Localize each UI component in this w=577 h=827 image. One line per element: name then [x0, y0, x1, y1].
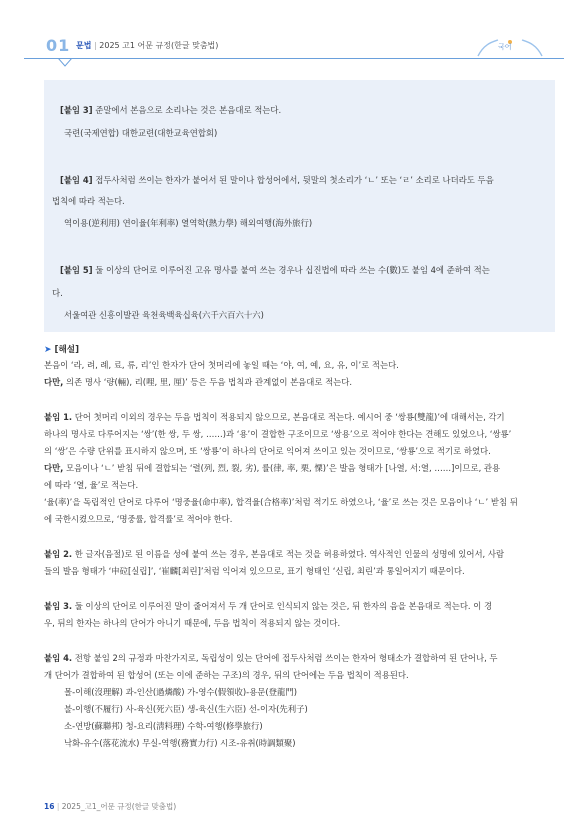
note-1-line: 다만, 모음이나 ‘ㄴ’ 받침 뒤에 결합되는 ‘렬(列, 烈, 裂, 劣), 률(律, 率, 栗, 慄)’은 발음 형태가 [나열, 서:열, ……]이므로, 관용	[44, 463, 501, 473]
note-2-line: 들의 발음 형태가 ‘申砬[실립]’, ‘崔麟[최린]’처럼 익어져 있으므로, 표기 형태인 ‘신립, 최린’과 통일어지기 때문이다.	[44, 566, 465, 576]
rule-4-cont: 법칙에 따라 적는다.	[52, 196, 125, 206]
note-4-example: 불-이행(不履行) 사-육신(死六臣) 생-육신(生六臣) 선-이자(先利子)	[64, 704, 308, 714]
note-1-line: 하나의 명사로 다루어지는 ‘쌍’(한 쌍, 두 쌍, ……)과 ‘용’이 결합한 구조이므로 ‘쌍용’으로 적어야 한다는 견해도 있었으나, ‘쌍룡’	[44, 429, 512, 439]
page-footer: 16 | 2025_고1_어문 규정(한글 맞춤법)	[44, 802, 177, 811]
page-header	[0, 0, 577, 60]
note-3: 붙임 3. 둘 이상의 단어로 이루어진 말이 줄어져서 두 개 단어로 인식되지 않는 것은, 뒤 한자의 음을 본음대로 적는다. 이 경	[44, 601, 493, 611]
triangle-bullet-icon: ➤	[44, 345, 52, 355]
note-1-line: 에 국한시켰으므로, ‘명중률, 합격률’로 적어야 한다.	[44, 514, 233, 524]
note-4: 붙임 4. 전항 붙임 2의 규정과 마찬가지로, 독립성이 있는 단어에 접두사처럼 쓰이는 한자어 형태소가 결합하여 된 단어나, 두	[44, 653, 498, 663]
note-4-example: 낙화-유수(落花流水) 무실-역행(務實力行) 시조-유취(時調類聚)	[64, 738, 296, 748]
note-4-example: 소-연방(蘇聯邦) 청-요리(淸料理) 수학-여행(修學旅行)	[64, 721, 263, 731]
note-4-example: 몰-이해(沒理解) 과-인산(過燐酸) 가-영수(假領收)-용문(登龍門)	[64, 687, 298, 697]
header-notch-icon	[58, 58, 72, 68]
rule-3: [붙임 3] 준말에서 본음으로 소리나는 것은 본음대로 적는다.	[60, 105, 282, 115]
note-1-line: 에 따라 ‘열, 율’로 적는다.	[44, 480, 139, 490]
explanation-line: 본음이 ‘라, 려, 례, 료, 류, 리’인 한자가 단어 첫머리에 놓일 때는 ‘야, 여, 예, 요, 유, 이’로 적는다.	[44, 360, 399, 370]
rule-4: [붙임 4] 접두사처럼 쓰이는 한자가 붙어서 된 말이나 합성어에서, 뒷말의 첫소리가 ‘ㄴ’ 또는 ‘ㄹ’ 소리로 나더라도 두음	[60, 175, 494, 185]
section-label: 문법	[76, 41, 92, 50]
footer-title: 2025_고1_어문 규정(한글 맞춤법)	[61, 802, 177, 811]
section-number: 01	[46, 36, 71, 55]
note-3-line: 우, 뒤의 한자는 하나의 단어가 아니기 때문에, 두음 법칙이 적용되지 않는 것이다.	[44, 618, 341, 628]
doc-title: 2025 고1 어문 규정(한글 맞춤법)	[99, 41, 219, 50]
note-1-line: 의 ‘쌍’은 수량 단위를 표시하지 않으며, 또 ‘쌍룡’이 하나의 단어로 익어져 쓰이고 있는 것이므로, ‘쌍룡’으로 적기로 하였다.	[44, 446, 491, 456]
rule-3-example: 국련(국제연합) 대한교련(대한교육연합회)	[64, 128, 218, 138]
note-1-line: ‘율(率)’을 독립적인 단어로 다루어 ‘명중율(命中率), 합격율(合格率)’처럼 적기도 하였으나, ‘율’로 쓰는 것은 모음이나 ‘ㄴ’ 받침 뒤	[44, 497, 518, 507]
rule-4-example: 역이용(逆利用) 연이율(年利率) 열역학(熱力學) 해외여행(海外旅行)	[64, 218, 313, 228]
note-4-line: 개 단어가 결합하여 된 합성어 (또는 이에 준하는 구조)의 경우, 뒤의 단어에는 두음 법칙이 적용된다.	[44, 670, 409, 680]
explanation-line: 다만, 의존 명사 ‘량(輛), 리(哩, 里, 厘)’ 등은 두음 법칙과 관계없이 본음대로 적는다.	[44, 377, 353, 387]
note-2: 붙임 2. 한 글자(음절)로 된 이름을 성에 붙여 쓰는 경우, 본음대로 적는 것을 허용하였다. 역사적인 인물의 성명에 있어서, 사람	[44, 549, 505, 559]
rule-5: [붙임 5] 둘 이상의 단어로 이루어진 고유 명사를 붙여 쓰는 경우나 십진법에 따라 쓰는 수(數)도 붙임 4에 준하여 적는	[60, 265, 490, 275]
rule-5-example: 서울여관 신흥이발관 육천육백육십육(六千六百六十六)	[64, 310, 264, 320]
rule-5-cont: 다.	[52, 288, 63, 298]
page-number: 16	[44, 802, 55, 811]
section-title: 문법 | 2025 고1 어문 규정(한글 맞춤법)	[76, 41, 219, 50]
explanation-heading: ➤ [해설]	[44, 345, 80, 355]
logo-text: 국어	[498, 43, 512, 51]
note-1: 붙임 1. 단어 첫머리 이외의 경우는 두음 법칙이 적용되지 않으므로, 본음대로 적는다. 예시어 중 ‘쌍룡(雙龍)’에 대해서는, 각기	[44, 412, 505, 422]
